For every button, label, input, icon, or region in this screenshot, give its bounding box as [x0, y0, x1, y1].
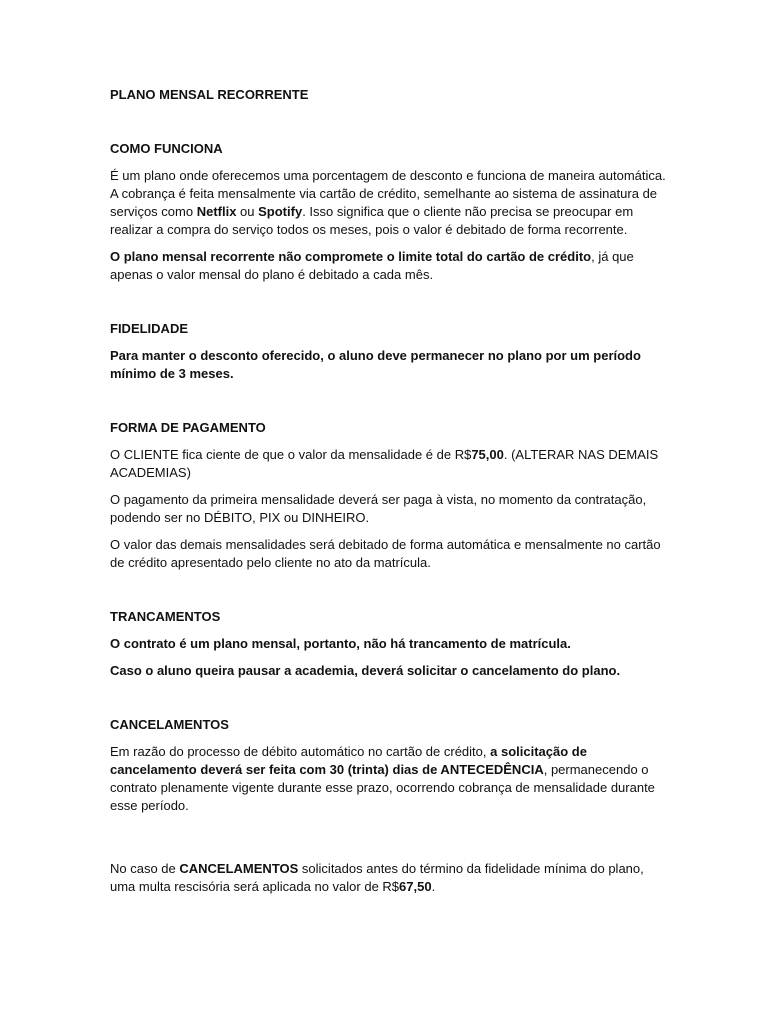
paragraph-trancamentos-2 — [110, 662, 668, 680]
section-spacer — [110, 689, 668, 716]
section-heading-cancelamentos: CANCELAMENTOS — [110, 717, 229, 732]
section-heading-trancamentos: TRANCAMENTOS — [110, 609, 221, 624]
section-spacer — [110, 392, 668, 419]
bold-run: CANCELAMENTOS — [179, 861, 299, 876]
document-title: PLANO MENSAL RECORRENTE — [110, 87, 309, 102]
bold-run: O plano mensal recorrente não compromete o limite total do cartão de crédito — [110, 249, 592, 264]
text-run: Em razão do processo de débito automático no cartão de crédito, — [110, 744, 491, 759]
paragraph-como-funciona-2 — [110, 248, 668, 284]
paragraph-forma-pagamento-3: O valor das demais mensalidades será debitado de forma automática e mensalmente no cartão de crédito apresentado pelo cliente no ato da matrícula. — [110, 537, 661, 570]
bold-run: a solicitação de cancelamento deverá ser feita com 30 (trinta) dias de ANTECEDÊNCIA — [110, 744, 587, 777]
bold-run: Spotify — [258, 204, 303, 219]
text-run: , permanecendo o contrato plenamente vigente durante esse prazo, ocorrendo cobrança de mensalidade durante esse período. — [110, 762, 655, 813]
bold-run: Para manter o desconto oferecido, o aluno deve permanecer no plano por um período mínimo de 3 meses. — [110, 348, 641, 381]
bold-run: 75,00 — [471, 447, 504, 462]
paragraph-forma-pagamento-2: O pagamento da primeira mensalidade deverá ser paga à vista, no momento da contratação, podendo ser no DÉBITO, PIX ou DINHEIRO. — [110, 492, 647, 525]
text-run: No caso de — [110, 861, 180, 876]
paragraph-como-funciona-1 — [110, 167, 668, 239]
bold-run: Netflix — [196, 204, 237, 219]
paragraph-fidelidade-1 — [110, 347, 668, 383]
text-run: É um plano onde oferecemos uma porcentagem de desconto e funciona de maneira automática. A cobrança é feita mensalmente via cartão de crédito, semelhante ao sistema de assinatura de serviços como — [110, 168, 666, 219]
text-run: , já que apenas o valor mensal do plano é debitado a cada mês. — [110, 249, 634, 282]
bold-run: O contrato é um plano mensal, portanto, não há trancamento de matrícula. — [110, 636, 571, 651]
text-run: ou — [236, 204, 259, 219]
section-heading-forma-pagamento: FORMA DE PAGAMENTO — [110, 420, 266, 435]
section-spacer — [110, 293, 668, 320]
paragraph-cancelamentos-1 — [110, 743, 668, 815]
text-run: solicitados antes do término da fidelidade mínima do plano, uma multa rescisória será aplicada no valor de R$ — [110, 861, 644, 894]
bold-run: Caso o aluno queira pausar a academia, deverá solicitar o cancelamento do plano. — [110, 663, 621, 678]
text-run: . (ALTERAR NAS DEMAIS ACADEMIAS) — [110, 447, 659, 480]
section-spacer — [110, 824, 668, 860]
section-spacer — [110, 581, 668, 608]
text-run: . — [431, 879, 436, 894]
section-heading-como-funciona: COMO FUNCIONA — [110, 141, 223, 156]
paragraph-forma-pagamento-1 — [110, 446, 668, 482]
text-run: O CLIENTE fica ciente de que o valor da mensalidade é de R$ — [110, 447, 472, 462]
section-heading-fidelidade: FIDELIDADE — [110, 321, 188, 336]
paragraph-cancelamentos-2 — [110, 860, 668, 896]
bold-run: 67,50 — [399, 879, 432, 894]
paragraph-trancamentos-1 — [110, 635, 668, 653]
text-run: . Isso significa que o cliente não precisa se preocupar em realizar a compra do serviço todos os meses, pois o valor é debitado de forma recorrente. — [110, 204, 634, 237]
